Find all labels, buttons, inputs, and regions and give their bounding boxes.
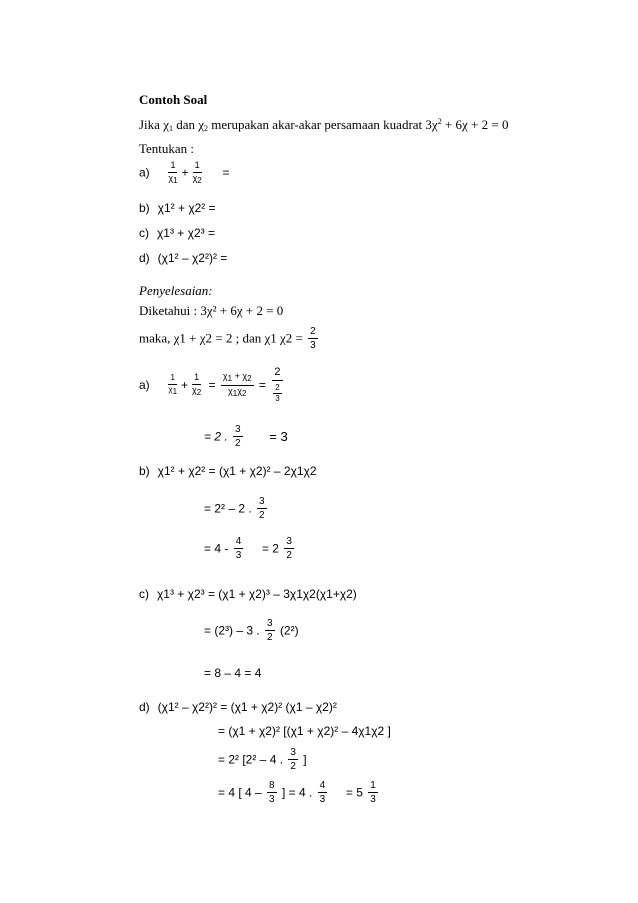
solution-d-line2: = (χ1 + χ2)² [(χ1 + χ2)² – 4χ1χ2 ] <box>218 724 391 738</box>
fraction-1-over-x2: $\frac{1}{\chi_2}$ <box>192 160 202 185</box>
page-title: Contoh Soal <box>139 92 208 107</box>
solution-b-line3: = 4 - $\frac{4}{3}$ = 2 $\frac{3}{2}$ <box>204 536 292 561</box>
maka-line: maka, χ1 + χ2 = 2 ; dan χ1 χ2 = $\frac{2}{3}$ <box>139 326 316 351</box>
solution-d-line1: d) (χ1² – χ2²)² = (χ1 + χ2)² (χ1 – χ2)² <box>139 700 337 714</box>
solution-c-line3: = 8 – 4 = 4 <box>204 666 262 680</box>
fraction-2-over-3: $\frac{2}{3}$ <box>310 326 316 351</box>
fraction-3-over-2: $\frac{3}{2}$ <box>235 424 241 449</box>
solution-d-line3: = 2² [2² – 4 . $\frac{3}{2}$ ] <box>218 747 307 772</box>
fraction-1-over-x1: $\frac{1}{\chi_1}$ <box>168 160 178 185</box>
question-a: a) $\frac{1}{\chi_1}$ + $\frac{1}{\chi_2}$ = <box>139 160 230 185</box>
solution-a-line2: = 2 . $\frac{3}{2}$ = 3 <box>204 424 288 449</box>
tentukan-label: Tentukan : <box>139 141 195 156</box>
fraction-2-over-2-3: $\frac{2}{\frac{2}{3}}$ <box>274 366 281 403</box>
solution-heading: Penyelesaian: <box>139 283 213 298</box>
solution-b-line2: = 2² – 2 . $\frac{3}{2}$ <box>204 496 265 521</box>
solution-a-line1: a) $\frac{1}{\chi_1}$ + $\frac{1}{\chi_2}$ = $\frac{\chi_1 + \chi_2}{\chi_1\chi_2}$ = $\frac{2}{\frac{2}{3}}$ <box>139 367 286 403</box>
question-c: c) χ1³ + χ2³ = <box>139 226 215 240</box>
problem-statement: Jika $\chi_1$ dan $\chi_2$ merupakan akar-akar persamaan kuadrat $3\chi^2 + 6\chi + 2 = 0$ <box>139 117 509 133</box>
fraction-sum-over-product: $\frac{\chi_1 + \chi_2}{\chi_1\chi_2}$ <box>222 370 252 398</box>
diketahui-line: Diketahui : 3χ² + 6χ + 2 = 0 <box>139 303 284 318</box>
solution-c-line1: c) χ1³ + χ2³ = (χ1 + χ2)³ – 3χ1χ2(χ1+χ2) <box>139 587 357 601</box>
question-d: d) (χ1² – χ2²)² = <box>139 251 228 265</box>
solution-d-line4: = 4 [ 4 – $\frac{8}{3}$ ] = 4 . $\frac{4}{3}$ = 5 $\frac{1}{3}$ <box>218 780 376 805</box>
question-b: b) χ1² + χ2² = <box>139 201 216 215</box>
solution-b-line1: b) χ1² + χ2² = (χ1 + χ2)² – 2χ1χ2 <box>139 464 317 478</box>
solution-c-line2: = (2³) – 3 . $\frac{3}{2}$ (2²) <box>204 618 299 643</box>
